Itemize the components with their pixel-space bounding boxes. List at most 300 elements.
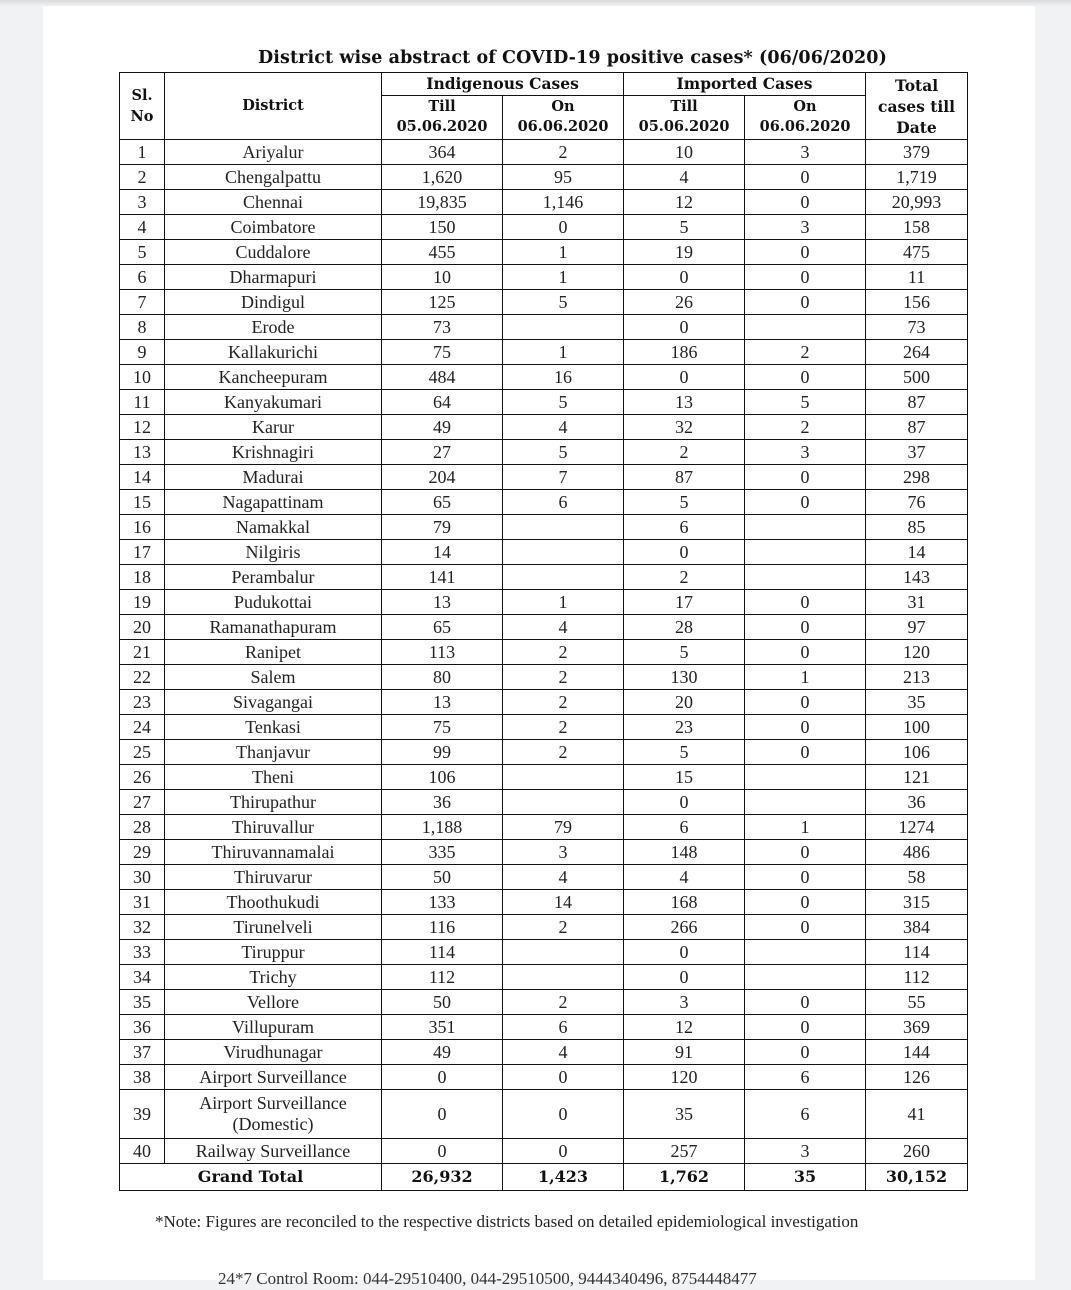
cell-indigenous-till: 36 — [382, 790, 503, 815]
cell-district: Nilgiris — [165, 540, 382, 565]
cell-total: 58 — [866, 865, 968, 890]
cell-indigenous-till: 49 — [382, 415, 503, 440]
cell-indigenous-on: 1 — [503, 240, 624, 265]
table-row — [120, 315, 968, 340]
cell-indigenous-till: 13 — [382, 690, 503, 715]
cell-imported-on — [745, 540, 866, 565]
cell-indigenous-on: 1 — [503, 265, 624, 290]
header-indigenous-on — [503, 95, 624, 139]
cell-sl-no: 7 — [120, 290, 165, 315]
cell-district: Nagapattinam — [165, 490, 382, 515]
table-row — [120, 590, 968, 615]
cell-total: 20,993 — [866, 190, 968, 215]
cell-indigenous-on — [503, 965, 624, 990]
cell-imported-till: 266 — [624, 915, 745, 940]
cell-indigenous-till: 484 — [382, 365, 503, 390]
table-row — [120, 640, 968, 665]
cell-district: Madurai — [165, 465, 382, 490]
cell-imported-on: 3 — [745, 1139, 866, 1164]
control-room-helpline: 24*7 Control Room: 044-29510400, 044-29510500, 9444340496, 8754448477 — [218, 1269, 757, 1288]
cell-imported-on — [745, 515, 866, 540]
cell-indigenous-till: 65 — [382, 615, 503, 640]
cell-imported-on — [745, 965, 866, 990]
cell-indigenous-on: 5 — [503, 290, 624, 315]
header-till-date: 05.06.2020 — [638, 118, 730, 136]
cell-indigenous-till: 27 — [382, 440, 503, 465]
cell-district: Thoothukudi — [165, 890, 382, 915]
cell-total: 500 — [866, 365, 968, 390]
table-row — [120, 840, 968, 865]
cell-indigenous-on: 1 — [503, 340, 624, 365]
cell-indigenous-till: 150 — [382, 215, 503, 240]
cell-total: 1274 — [866, 815, 968, 840]
cell-sl-no: 2 — [120, 165, 165, 190]
cell-imported-till: 23 — [624, 715, 745, 740]
cell-imported-till: 3 — [624, 990, 745, 1015]
cell-imported-on: 0 — [745, 640, 866, 665]
cell-indigenous-till: 65 — [382, 490, 503, 515]
cell-indigenous-till: 364 — [382, 140, 503, 165]
cell-imported-till: 15 — [624, 765, 745, 790]
cell-sl-no: 33 — [120, 940, 165, 965]
cell-sl-no: 12 — [120, 415, 165, 440]
cell-indigenous-on: 7 — [503, 465, 624, 490]
grand-total-imported-on: 35 — [745, 1164, 866, 1191]
cell-imported-till: 186 — [624, 340, 745, 365]
footnote: *Note: Figures are reconciled to the respective districts based on detailed epidemiological investigation — [155, 1212, 859, 1231]
cell-imported-till: 2 — [624, 565, 745, 590]
cell-indigenous-on: 2 — [503, 915, 624, 940]
cell-district: Trichy — [165, 965, 382, 990]
cell-indigenous-on: 2 — [503, 690, 624, 715]
cell-imported-on: 1 — [745, 815, 866, 840]
cell-indigenous-on: 4 — [503, 615, 624, 640]
table-row — [120, 690, 968, 715]
cell-indigenous-till: 112 — [382, 965, 503, 990]
cell-imported-till: 0 — [624, 940, 745, 965]
cell-sl-no: 1 — [120, 140, 165, 165]
cell-imported-on: 0 — [745, 465, 866, 490]
cell-imported-till: 130 — [624, 665, 745, 690]
header-district: District — [165, 73, 382, 140]
table-row — [120, 940, 968, 965]
table-row — [120, 215, 968, 240]
cell-indigenous-till: 64 — [382, 390, 503, 415]
cell-sl-no: 22 — [120, 665, 165, 690]
cell-district: Chennai — [165, 190, 382, 215]
cell-imported-on — [745, 940, 866, 965]
cell-sl-no: 32 — [120, 915, 165, 940]
cell-total: 14 — [866, 540, 968, 565]
cell-imported-till: 13 — [624, 390, 745, 415]
cell-total: 1,719 — [866, 165, 968, 190]
cell-sl-no: 37 — [120, 1040, 165, 1065]
cell-imported-till: 12 — [624, 190, 745, 215]
cell-imported-on: 0 — [745, 865, 866, 890]
cell-sl-no: 8 — [120, 315, 165, 340]
cell-total: 36 — [866, 790, 968, 815]
cell-indigenous-on — [503, 565, 624, 590]
cell-sl-no: 39 — [120, 1090, 165, 1139]
cell-imported-on: 0 — [745, 290, 866, 315]
cell-indigenous-on: 2 — [503, 665, 624, 690]
cell-sl-no: 9 — [120, 340, 165, 365]
cell-indigenous-till: 75 — [382, 715, 503, 740]
cell-total: 112 — [866, 965, 968, 990]
cell-district: Chengalpattu — [165, 165, 382, 190]
district-cases-table — [119, 72, 968, 1191]
cell-indigenous-till: 204 — [382, 465, 503, 490]
cell-imported-on: 3 — [745, 140, 866, 165]
cell-imported-till: 120 — [624, 1065, 745, 1090]
header-indigenous-cases: Indigenous Cases — [382, 73, 624, 96]
cell-total: 298 — [866, 465, 968, 490]
cell-sl-no: 13 — [120, 440, 165, 465]
cell-imported-on: 3 — [745, 215, 866, 240]
cell-imported-till: 5 — [624, 740, 745, 765]
header-imported-cases: Imported Cases — [624, 73, 866, 96]
table-row — [120, 1065, 968, 1090]
cell-indigenous-till: 1,620 — [382, 165, 503, 190]
cell-district: Virudhunagar — [165, 1040, 382, 1065]
cell-imported-till: 0 — [624, 315, 745, 340]
cell-imported-till: 4 — [624, 165, 745, 190]
cell-district: Villupuram — [165, 1015, 382, 1040]
cell-indigenous-on: 5 — [503, 440, 624, 465]
cell-district: Perambalur — [165, 565, 382, 590]
cell-imported-on: 5 — [745, 390, 866, 415]
cell-total: 55 — [866, 990, 968, 1015]
cell-district: Tiruppur — [165, 940, 382, 965]
cell-indigenous-till: 113 — [382, 640, 503, 665]
cell-total: 87 — [866, 415, 968, 440]
cell-total: 100 — [866, 715, 968, 740]
cell-district: Cuddalore — [165, 240, 382, 265]
cell-indigenous-on — [503, 515, 624, 540]
cell-district: Sivagangai — [165, 690, 382, 715]
cell-sl-no: 20 — [120, 615, 165, 640]
cell-imported-on — [745, 765, 866, 790]
grand-total-label: Grand Total — [120, 1164, 382, 1191]
cell-sl-no: 17 — [120, 540, 165, 565]
header-till-label: Till — [670, 98, 698, 116]
cell-district: Karur — [165, 415, 382, 440]
cell-imported-till: 6 — [624, 815, 745, 840]
cell-imported-on: 0 — [745, 715, 866, 740]
cell-total: 158 — [866, 215, 968, 240]
cell-imported-till: 10 — [624, 140, 745, 165]
cell-imported-on: 0 — [745, 590, 866, 615]
cell-imported-till: 0 — [624, 540, 745, 565]
table-row — [120, 1040, 968, 1065]
grand-total-indigenous-till: 26,932 — [382, 1164, 503, 1191]
cell-imported-on: 6 — [745, 1090, 866, 1139]
cell-imported-on — [745, 315, 866, 340]
cell-indigenous-on: 0 — [503, 1139, 624, 1164]
cell-imported-till: 28 — [624, 615, 745, 640]
cell-imported-till: 2 — [624, 440, 745, 465]
cell-district: Krishnagiri — [165, 440, 382, 465]
cell-imported-on: 3 — [745, 440, 866, 465]
cell-total: 87 — [866, 390, 968, 415]
cell-district: Ramanathapuram — [165, 615, 382, 640]
table-row — [120, 990, 968, 1015]
cell-imported-on: 0 — [745, 1015, 866, 1040]
cell-indigenous-on: 4 — [503, 1040, 624, 1065]
table-row — [120, 365, 968, 390]
cell-imported-on: 0 — [745, 890, 866, 915]
cell-sl-no: 35 — [120, 990, 165, 1015]
table-row — [120, 890, 968, 915]
header-on-date: 06.06.2020 — [517, 118, 609, 136]
table-row — [120, 565, 968, 590]
cell-total: 486 — [866, 840, 968, 865]
cell-imported-till: 19 — [624, 240, 745, 265]
cell-imported-on: 2 — [745, 415, 866, 440]
table-row — [120, 290, 968, 315]
table-row — [120, 165, 968, 190]
cell-sl-no: 30 — [120, 865, 165, 890]
cell-indigenous-till: 13 — [382, 590, 503, 615]
grand-total-indigenous-on: 1,423 — [503, 1164, 624, 1191]
table-row — [120, 240, 968, 265]
cell-total: 369 — [866, 1015, 968, 1040]
cell-district: Thiruvannamalai — [165, 840, 382, 865]
cell-sl-no: 40 — [120, 1139, 165, 1164]
header-till-date: 05.06.2020 — [396, 118, 488, 136]
cell-sl-no: 10 — [120, 365, 165, 390]
cell-imported-till: 148 — [624, 840, 745, 865]
cell-district: Namakkal — [165, 515, 382, 540]
cell-indigenous-on: 1 — [503, 590, 624, 615]
cell-indigenous-on: 14 — [503, 890, 624, 915]
cell-district: Ariyalur — [165, 140, 382, 165]
cell-district: Salem — [165, 665, 382, 690]
cell-district: Thirupathur — [165, 790, 382, 815]
cell-imported-on: 6 — [745, 1065, 866, 1090]
header-on-date: 06.06.2020 — [759, 118, 851, 136]
cell-total: 264 — [866, 340, 968, 365]
cell-district: Erode — [165, 315, 382, 340]
table-row — [120, 490, 968, 515]
cell-sl-no: 36 — [120, 1015, 165, 1040]
cell-sl-no: 25 — [120, 740, 165, 765]
cell-indigenous-on — [503, 540, 624, 565]
document-title: District wise abstract of COVID-19 positive cases* (06/06/2020) — [258, 48, 887, 68]
cell-imported-till: 0 — [624, 265, 745, 290]
cell-total: 156 — [866, 290, 968, 315]
cell-total: 76 — [866, 490, 968, 515]
cell-indigenous-till: 50 — [382, 865, 503, 890]
cell-imported-on: 1 — [745, 665, 866, 690]
cell-total: 35 — [866, 690, 968, 715]
cell-indigenous-on: 2 — [503, 740, 624, 765]
cell-indigenous-on: 6 — [503, 1015, 624, 1040]
header-sl-no: Sl. No — [120, 73, 165, 140]
cell-total: 475 — [866, 240, 968, 265]
cell-total: 41 — [866, 1090, 968, 1139]
cell-imported-on — [745, 790, 866, 815]
cell-district: Thiruvallur — [165, 815, 382, 840]
cell-indigenous-till: 10 — [382, 265, 503, 290]
cell-sl-no: 6 — [120, 265, 165, 290]
cell-imported-till: 4 — [624, 865, 745, 890]
cell-total: 120 — [866, 640, 968, 665]
cell-indigenous-till: 49 — [382, 1040, 503, 1065]
table-row — [120, 515, 968, 540]
table-row — [120, 740, 968, 765]
table-row — [120, 715, 968, 740]
cell-indigenous-till: 0 — [382, 1090, 503, 1139]
cell-sl-no: 28 — [120, 815, 165, 840]
cell-imported-till: 0 — [624, 790, 745, 815]
table-row — [120, 1139, 968, 1164]
cell-district: Kallakurichi — [165, 340, 382, 365]
cell-imported-on: 0 — [745, 240, 866, 265]
cell-sl-no: 4 — [120, 215, 165, 240]
cell-district: Airport Surveillance — [165, 1065, 382, 1090]
cell-district: Thiruvarur — [165, 865, 382, 890]
cell-sl-no: 3 — [120, 190, 165, 215]
cell-indigenous-on — [503, 315, 624, 340]
cell-indigenous-till: 0 — [382, 1065, 503, 1090]
cell-indigenous-on: 16 — [503, 365, 624, 390]
table-row — [120, 615, 968, 640]
cell-imported-till: 17 — [624, 590, 745, 615]
cell-imported-till: 5 — [624, 640, 745, 665]
cell-indigenous-till: 116 — [382, 915, 503, 940]
cell-imported-on: 0 — [745, 915, 866, 940]
cell-total: 11 — [866, 265, 968, 290]
cell-indigenous-on: 2 — [503, 640, 624, 665]
grand-total-total: 30,152 — [866, 1164, 968, 1191]
cell-total: 379 — [866, 140, 968, 165]
cell-sl-no: 18 — [120, 565, 165, 590]
cell-district: Kanyakumari — [165, 390, 382, 415]
cell-sl-no: 29 — [120, 840, 165, 865]
table-row — [120, 190, 968, 215]
cell-sl-no: 16 — [120, 515, 165, 540]
cell-imported-on: 0 — [745, 990, 866, 1015]
cell-district: Airport Surveillance (Domestic) — [165, 1090, 382, 1139]
table-row — [120, 1015, 968, 1040]
cell-total: 97 — [866, 615, 968, 640]
cell-imported-on: 0 — [745, 190, 866, 215]
cell-imported-on: 0 — [745, 740, 866, 765]
table-row — [120, 915, 968, 940]
table-row — [120, 965, 968, 990]
cell-district: Tirunelveli — [165, 915, 382, 940]
cell-total: 37 — [866, 440, 968, 465]
cell-indigenous-on: 4 — [503, 415, 624, 440]
cell-sl-no: 15 — [120, 490, 165, 515]
cell-indigenous-on: 0 — [503, 215, 624, 240]
cell-imported-till: 257 — [624, 1139, 745, 1164]
grand-total-imported-till: 1,762 — [624, 1164, 745, 1191]
cell-total: 126 — [866, 1065, 968, 1090]
cell-indigenous-on — [503, 940, 624, 965]
cell-total: 85 — [866, 515, 968, 540]
cell-district: Dindigul — [165, 290, 382, 315]
cell-indigenous-on: 1,146 — [503, 190, 624, 215]
cell-sl-no: 5 — [120, 240, 165, 265]
cell-imported-till: 0 — [624, 365, 745, 390]
cell-sl-no: 27 — [120, 790, 165, 815]
cell-indigenous-on: 6 — [503, 490, 624, 515]
cell-indigenous-till: 114 — [382, 940, 503, 965]
header-on-label: On — [551, 98, 575, 116]
header-indigenous-till — [382, 95, 503, 139]
cell-indigenous-till: 14 — [382, 540, 503, 565]
cell-imported-till: 87 — [624, 465, 745, 490]
cell-imported-on: 0 — [745, 490, 866, 515]
cell-indigenous-till: 335 — [382, 840, 503, 865]
cell-imported-till: 6 — [624, 515, 745, 540]
cell-total: 31 — [866, 590, 968, 615]
table-row — [120, 665, 968, 690]
table-body — [120, 140, 968, 1164]
table-row — [120, 440, 968, 465]
cell-indigenous-till: 133 — [382, 890, 503, 915]
cell-indigenous-till: 125 — [382, 290, 503, 315]
cell-imported-till: 0 — [624, 965, 745, 990]
cell-indigenous-on: 4 — [503, 865, 624, 890]
table-row — [120, 390, 968, 415]
cell-district: Coimbatore — [165, 215, 382, 240]
cell-total: 106 — [866, 740, 968, 765]
cell-imported-on: 0 — [745, 165, 866, 190]
cell-sl-no: 26 — [120, 765, 165, 790]
cell-indigenous-till: 79 — [382, 515, 503, 540]
table-row — [120, 140, 968, 165]
cell-indigenous-till: 141 — [382, 565, 503, 590]
cell-total: 114 — [866, 940, 968, 965]
viewer-top-shadow — [0, 0, 1071, 6]
cell-total: 143 — [866, 565, 968, 590]
cell-district: Railway Surveillance — [165, 1139, 382, 1164]
cell-indigenous-till: 80 — [382, 665, 503, 690]
table-header — [120, 73, 968, 140]
cell-indigenous-till: 19,835 — [382, 190, 503, 215]
table-row — [120, 340, 968, 365]
cell-sl-no: 24 — [120, 715, 165, 740]
cell-indigenous-till: 50 — [382, 990, 503, 1015]
cell-district: Thanjavur — [165, 740, 382, 765]
cell-sl-no: 38 — [120, 1065, 165, 1090]
cell-imported-till: 5 — [624, 490, 745, 515]
cell-indigenous-till: 75 — [382, 340, 503, 365]
cell-indigenous-on: 3 — [503, 840, 624, 865]
cell-imported-on — [745, 565, 866, 590]
cell-imported-till: 35 — [624, 1090, 745, 1139]
cell-total: 213 — [866, 665, 968, 690]
cell-imported-till: 32 — [624, 415, 745, 440]
cell-indigenous-on: 0 — [503, 1090, 624, 1139]
cell-total: 144 — [866, 1040, 968, 1065]
cell-imported-till: 91 — [624, 1040, 745, 1065]
cell-sl-no: 34 — [120, 965, 165, 990]
cell-indigenous-till: 0 — [382, 1139, 503, 1164]
table-row — [120, 865, 968, 890]
cell-total: 384 — [866, 915, 968, 940]
cell-imported-on: 0 — [745, 265, 866, 290]
cell-imported-on: 0 — [745, 615, 866, 640]
cell-district: Pudukottai — [165, 590, 382, 615]
cell-indigenous-till: 455 — [382, 240, 503, 265]
table-row — [120, 815, 968, 840]
cell-imported-on: 0 — [745, 1040, 866, 1065]
cell-total: 73 — [866, 315, 968, 340]
